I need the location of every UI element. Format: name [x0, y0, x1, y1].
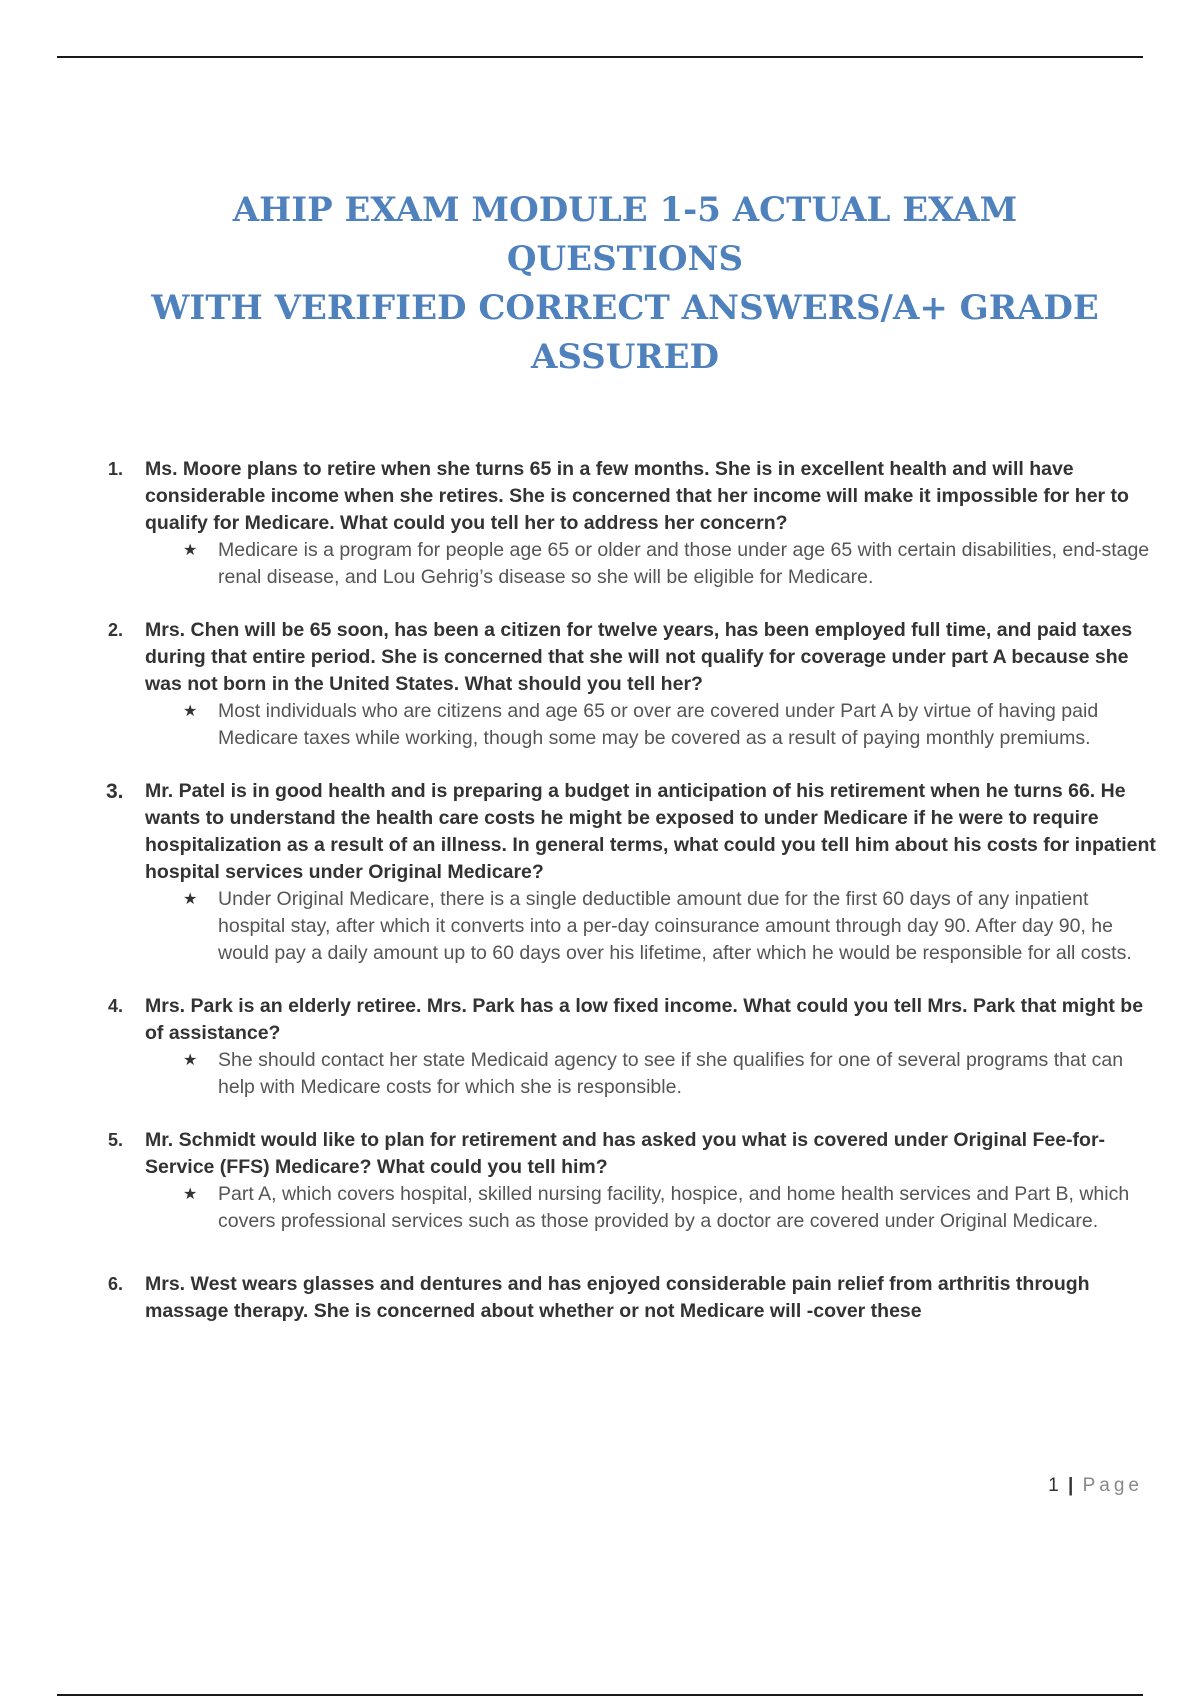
question-text: Ms. Moore plans to retire when she turns 65 in a few months. She is in excellent health and will have considerable income when she retires. She is concerned that her income will make it impossible for her to qualify for Medicare. What could you tell her to address her concern? [145, 458, 1129, 534]
answer-text: Most individuals who are citizens and age 65 or over are covered under Part A by virtue of having paid Medicare taxes while working, though some may be covered as a result of paying monthly premiums. [218, 700, 1099, 749]
page-label: Page [1082, 1475, 1143, 1496]
question-item-5 [100, 1127, 1160, 1235]
question-list [100, 456, 1160, 1351]
question-item-1 [100, 456, 1160, 591]
top-rule [57, 56, 1143, 58]
answer-item [145, 886, 1160, 967]
question-text: Mrs. Chen will be 65 soon, has been a citizen for twelve years, has been employed full time, and paid taxes during that entire period. She is concerned that she will not qualify for coverage under part A because she was not born in the United States. What should you tell her? [145, 619, 1133, 695]
star-bullet-icon: ★ [183, 703, 198, 720]
title-line-3: ASSURED [530, 337, 720, 377]
star-bullet-icon: ★ [183, 1186, 198, 1203]
question-item-4 [100, 993, 1160, 1101]
page-number: 1 [1048, 1475, 1059, 1496]
question-number: 6. [108, 1274, 124, 1294]
answer-item [145, 698, 1160, 752]
title-line-1: AHIP EXAM MODULE 1-5 ACTUAL EXAM QUESTIONS [232, 190, 1018, 279]
question-item-2 [100, 617, 1160, 752]
answer-text: She should contact her state Medicaid agency to see if she qualifies for one of several programs that can help with Medicare costs for which she is responsible. [218, 1049, 1124, 1098]
document-title [110, 186, 1140, 382]
question-number: 1. [108, 459, 124, 479]
question-item-3 [100, 778, 1160, 967]
answer-text: Part A, which covers hospital, skilled nursing facility, hospice, and home health services and Part B, which covers professional services such as those provided by a doctor are covered under Original Medicare. [218, 1183, 1130, 1232]
answer-item [145, 537, 1160, 591]
answer-text: Under Original Medicare, there is a single deductible amount due for the first 60 days of any inpatient hospital stay, after which it converts into a per-day coinsurance amount through day 90. After day 90, he would pay a daily amount up to 60 days over his lifetime, after which he would be responsible for all costs. [218, 888, 1132, 964]
question-text: Mrs. West wears glasses and dentures and has enjoyed considerable pain relief from arthritis through massage therapy. She is concerned about whether or not Medicare will -cover these [145, 1273, 1090, 1322]
star-bullet-icon: ★ [183, 1052, 198, 1069]
question-number: 2. [108, 620, 124, 640]
footer-separator: | [1068, 1475, 1074, 1496]
page-footer [1048, 1475, 1143, 1497]
question-item-6 [100, 1271, 1160, 1325]
star-bullet-icon: ★ [183, 542, 198, 559]
question-number: 3. [106, 780, 124, 803]
question-text: Mr. Patel is in good health and is preparing a budget in anticipation of his retirement when he turns 66. He wants to understand the health care costs he might be exposed to under Medicare if he were to require hospitalization as a result of an illness. In general terms, what could you tell him about his costs for inpatient hospital services under Original Medicare? [145, 780, 1156, 883]
answer-item [145, 1181, 1160, 1235]
answer-text: Medicare is a program for people age 65 or older and those under age 65 with certain disabilities, end-stage renal disease, and Lou Gehrig’s disease so she will be eligible for Medicare. [218, 539, 1150, 588]
question-text: Mrs. Park is an elderly retiree. Mrs. Park has a low fixed income. What could you tell Mrs. Park that might be of assistance? [145, 995, 1144, 1044]
question-text: Mr. Schmidt would like to plan for retirement and has asked you what is covered under Original Fee-for-Service (FFS) Medicare? What could you tell him? [145, 1129, 1106, 1178]
question-number: 5. [108, 1130, 124, 1150]
answer-item [145, 1047, 1160, 1101]
title-line-2: WITH VERIFIED CORRECT ANSWERS/A+ GRADE [151, 288, 1099, 328]
bottom-rule [57, 1694, 1143, 1696]
question-number: 4. [108, 996, 124, 1016]
star-bullet-icon: ★ [183, 891, 198, 908]
